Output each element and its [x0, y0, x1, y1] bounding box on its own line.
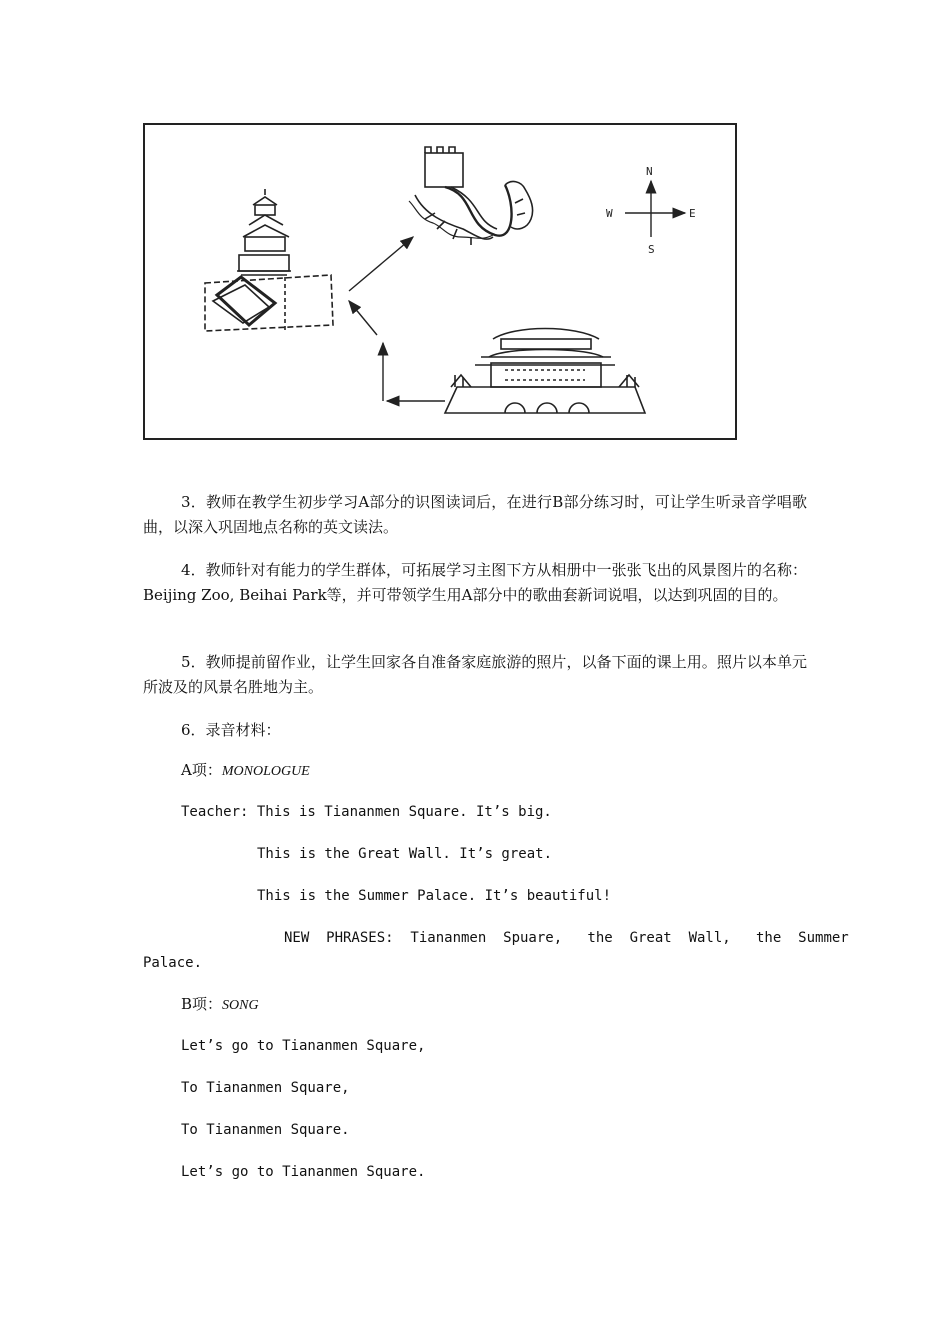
song-line-4: Let’s go to Tiananmen Square. — [181, 1164, 426, 1180]
compass-west-label: W — [606, 207, 613, 220]
paragraph-text: 教师针对有能力的学生群体，可拓展学习主图下方从相册中一张张飞出的风景图片的名称：Beijing Zoo, Beihai Park等，并可带领学生用A部分中的歌曲套新词说唱，以达到巩固的目的。 — [143, 561, 807, 604]
song-line-3: To Tiananmen Square. — [181, 1122, 350, 1138]
summer-palace-icon — [205, 189, 333, 331]
compass-south-label: S — [648, 243, 655, 256]
great-wall-icon — [409, 147, 533, 245]
section-a-heading — [181, 760, 310, 782]
paragraph-5 — [143, 650, 807, 700]
song-line-2: To Tiananmen Square, — [181, 1080, 350, 1096]
map-illustration — [143, 123, 737, 440]
compass-north-label: N — [646, 165, 653, 178]
monologue-line-1: Teacher: This is Tiananmen Square. It’s big. — [181, 804, 552, 820]
song-line-1: Let’s go to Tiananmen Square, — [181, 1038, 426, 1054]
section-b-heading — [181, 994, 259, 1016]
monologue-line-2: This is the Great Wall. It’s great. — [257, 846, 553, 862]
section-a-title: MONOLOGUE — [221, 764, 310, 779]
route-arrows — [349, 237, 445, 401]
new-phrases-line-1: NEW PHRASES: Tiananmen Spuare, the Great Wall, the Summer — [284, 930, 849, 946]
paragraph-number: 5． — [181, 653, 206, 671]
new-phrases-line-2: Palace. — [143, 955, 203, 971]
paragraph-6 — [143, 718, 807, 743]
paragraph-text: 录音材料： — [205, 721, 281, 739]
paragraph-number: 4． — [181, 561, 206, 579]
section-b-title: SONG — [222, 998, 259, 1013]
monologue-line-3: This is the Summer Palace. It’s beautiful! — [257, 888, 612, 904]
paragraph-number: 6． — [181, 721, 206, 739]
paragraph-4 — [143, 558, 807, 608]
compass-icon — [625, 181, 685, 237]
compass-east-label: E — [689, 207, 696, 220]
tiananmen-icon — [445, 329, 645, 414]
paragraph-text: 教师提前留作业，让学生回家各自准备家庭旅游的照片，以备下面的课上用。照片以本单元所波及的风景名胜地为主。 — [143, 653, 807, 696]
paragraph-3 — [143, 490, 807, 540]
paragraph-number: 3． — [181, 493, 207, 511]
paragraph-text: 教师在教学生初步学习A部分的识图读词后，在进行B部分练习时，可让学生听录音学唱歌曲，以深入巩固地点名称的英文读法。 — [143, 493, 807, 536]
section-b-label: B项： — [181, 995, 223, 1013]
section-a-label: A项： — [181, 761, 222, 779]
map-drawing — [145, 125, 739, 442]
